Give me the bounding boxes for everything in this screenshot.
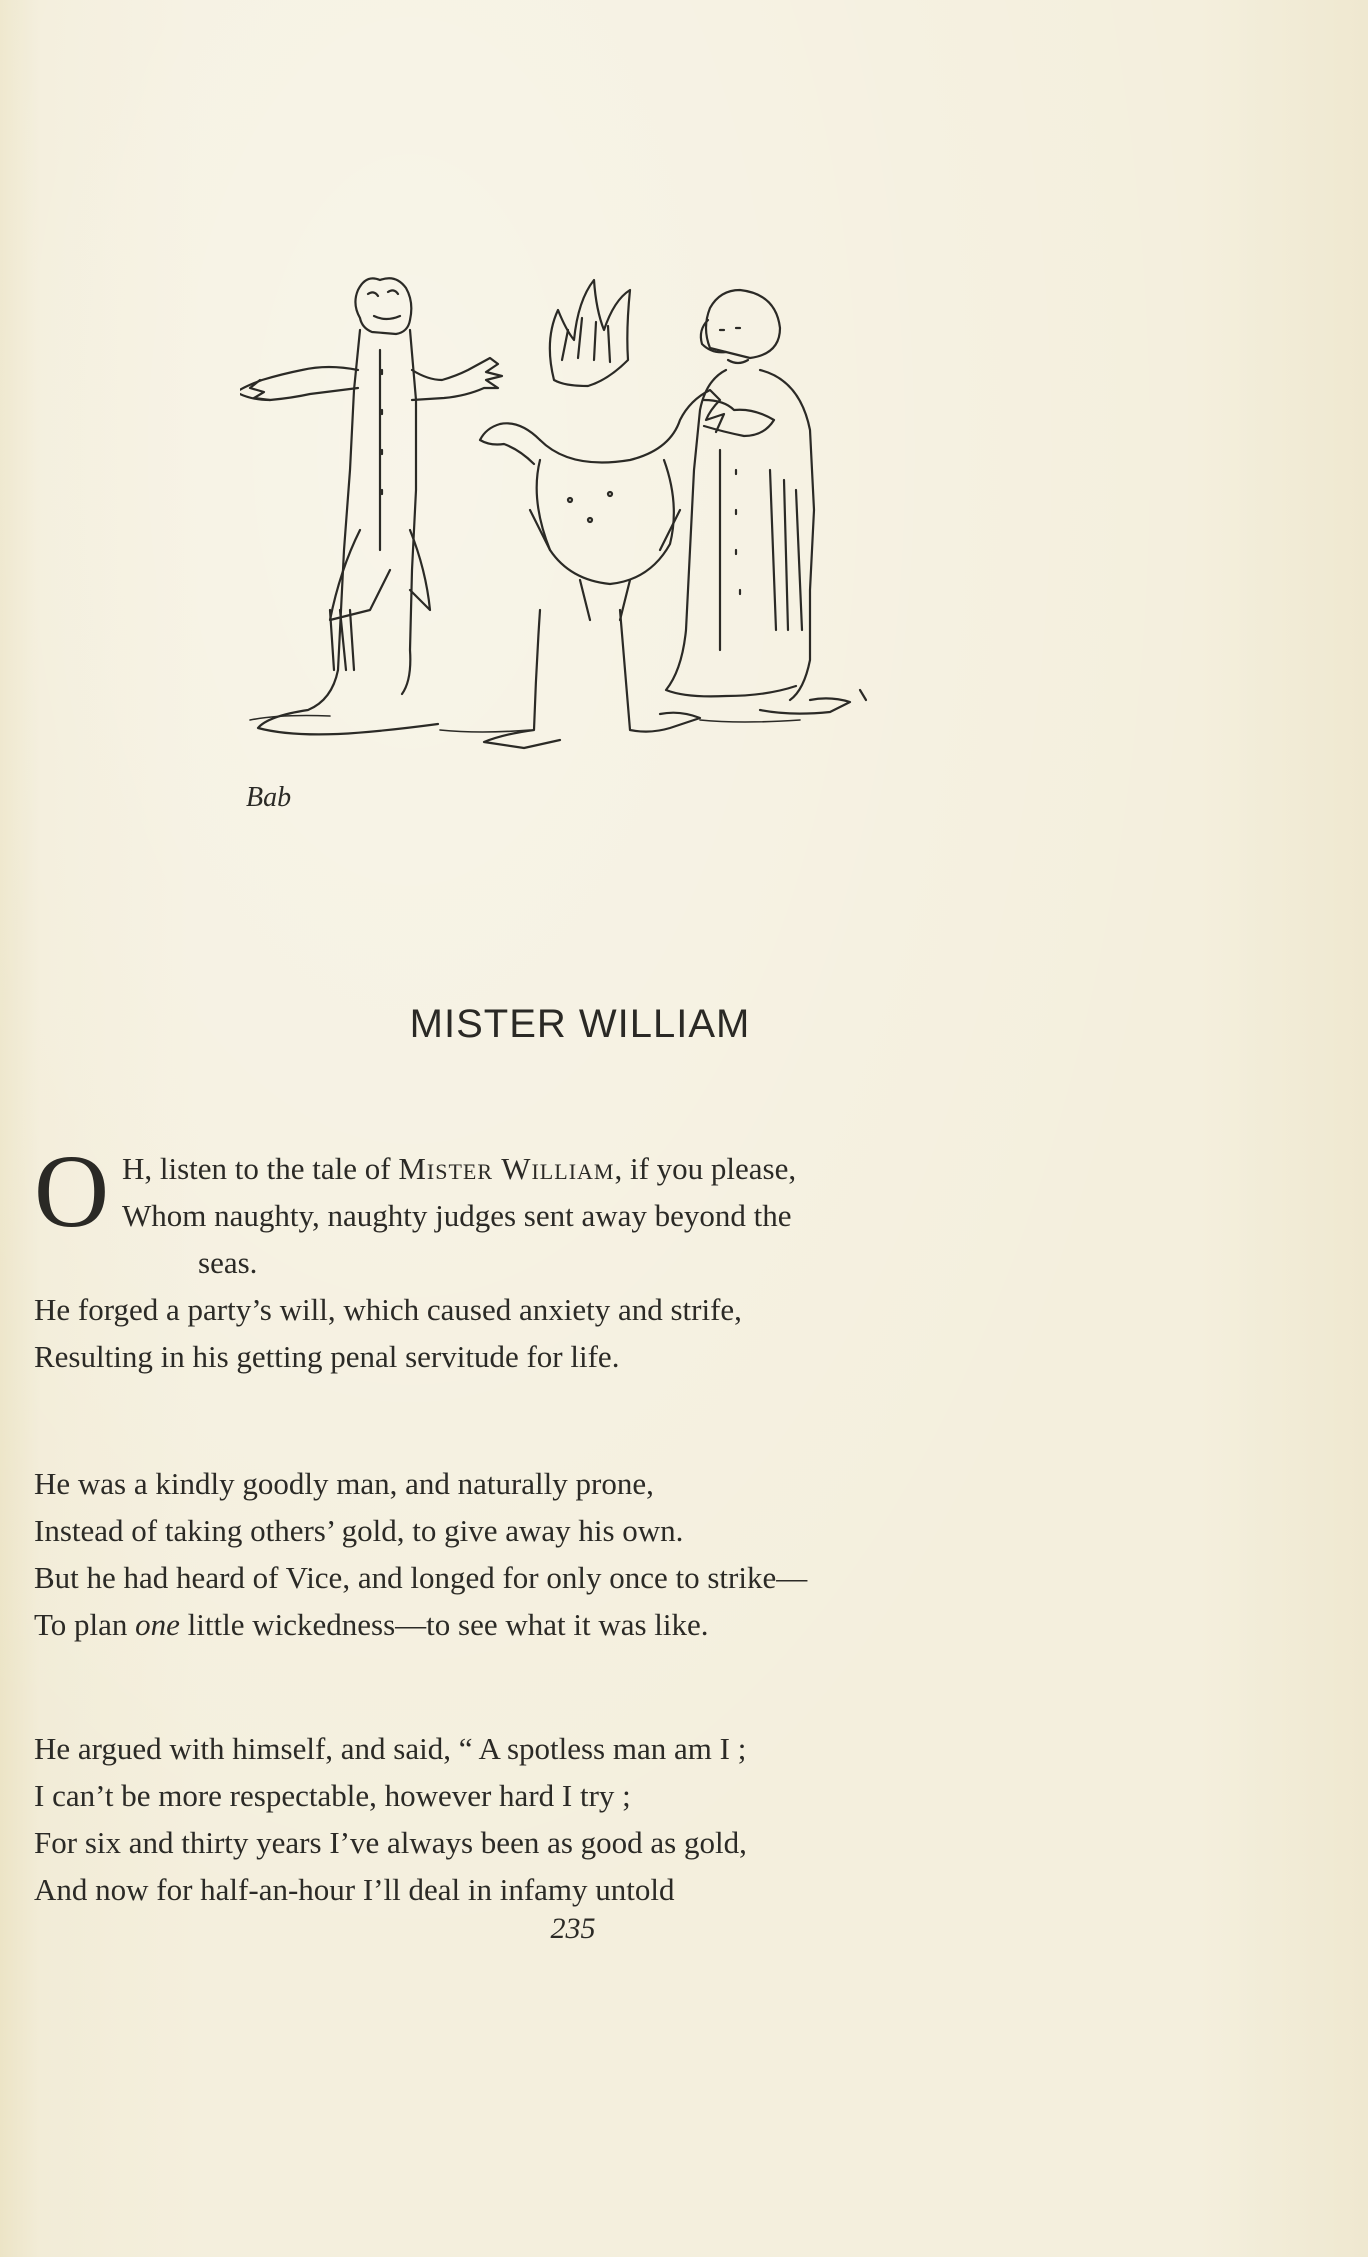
character-name: Mister William: [398, 1151, 615, 1186]
poem-line: But he had heard of Vice, and longed for only once to strike—: [34, 1560, 808, 1595]
poem-line: He argued with himself, and said, “ A spotless man am I ;: [34, 1731, 747, 1766]
artist-monogram: Bab: [246, 782, 292, 813]
poem-line: He was a kindly goodly man, and naturally prone,: [34, 1466, 654, 1501]
poem-line: seas.: [198, 1245, 258, 1280]
poem-line: For six and thirty years I’ve always been as good as gold,: [34, 1825, 747, 1860]
poem-line: [34, 1145, 1154, 1192]
poem-text: H, listen to the tale of: [122, 1151, 399, 1186]
poem-line: [34, 1601, 1154, 1648]
drop-cap: O: [34, 1134, 110, 1249]
standing-figure-right: [666, 290, 866, 714]
poem-text: , if you please,: [614, 1151, 797, 1186]
poem-title: MISTER WILLIAM: [409, 1002, 751, 1046]
three-figures-illustration-icon: [240, 250, 920, 850]
poem-line: Whom naughty, naughty judges sent away beyond the: [122, 1198, 792, 1233]
poem-text: To plan: [34, 1607, 136, 1642]
stanza-2: [34, 1460, 1154, 1648]
poem-text: little wickedness—to see what it was like.: [179, 1607, 709, 1642]
poem-line: I can’t be more respectable, however hard I try ;: [34, 1778, 631, 1813]
crouching-figure-middle: [480, 280, 724, 748]
poem-line: And now for half-an-hour I’ll deal in infamy untold: [34, 1872, 675, 1907]
poem-line: Instead of taking others’ gold, to give away his own.: [34, 1513, 684, 1548]
poem-line: Resulting in his getting penal servitude for life.: [34, 1339, 620, 1374]
page-number: 235: [550, 1912, 596, 1945]
stanza-3: [34, 1725, 1154, 1913]
tall-figure-left: [240, 278, 502, 734]
stanza-1: [34, 1145, 1154, 1380]
poem-line: He forged a party’s will, which caused anxiety and strife,: [34, 1292, 742, 1327]
emphasis-word: one: [135, 1607, 180, 1642]
